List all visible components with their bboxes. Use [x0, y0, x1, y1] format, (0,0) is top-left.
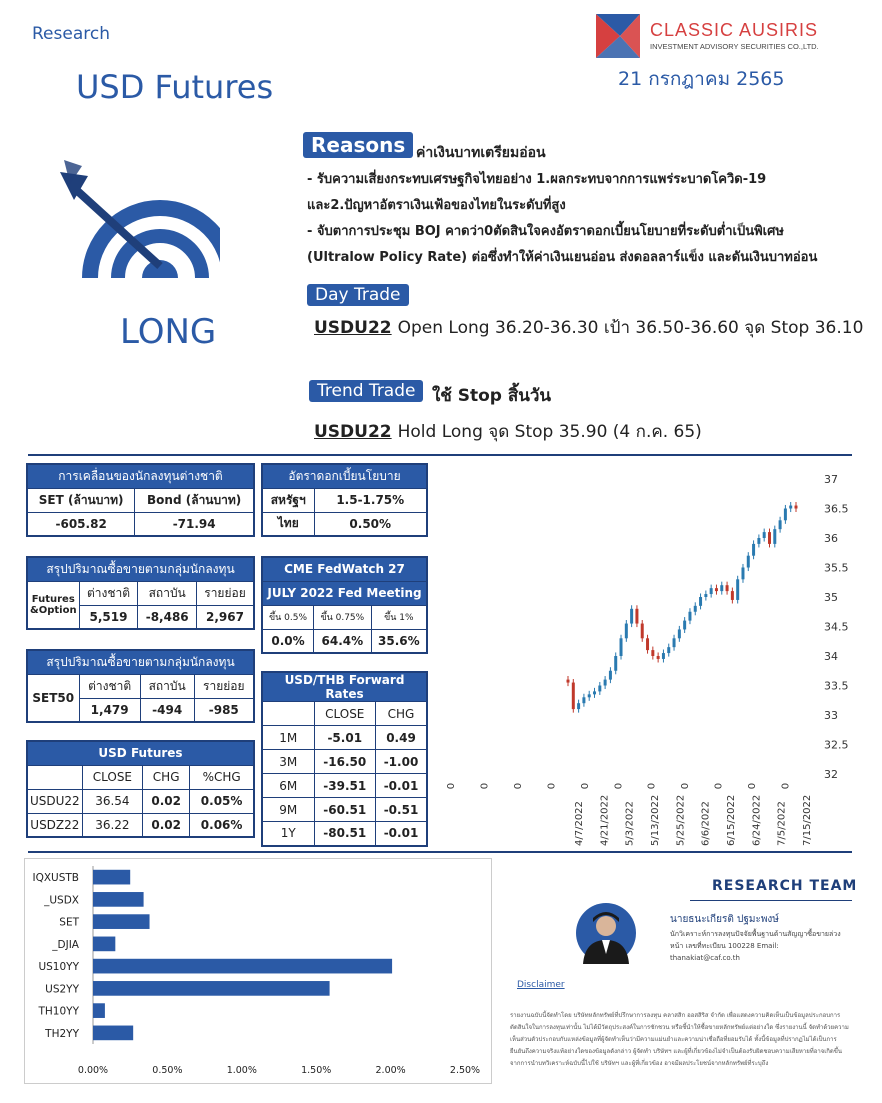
usd-candlestick-chart [432, 466, 852, 850]
bar [93, 981, 330, 996]
column-header: CHG [143, 765, 190, 789]
candle-body [789, 506, 792, 509]
table-cell: 5,519 [79, 605, 138, 629]
table-title: USD Futures [27, 741, 254, 765]
table-cell: -80.51 [314, 822, 376, 846]
candle-body [625, 624, 628, 639]
table-cell: USDZ22 [27, 813, 82, 837]
table-cell: -0.01 [376, 774, 427, 798]
table-cell: -605.82 [27, 512, 135, 536]
x-tick-label: 0 [579, 782, 591, 790]
category-label: _USDX [44, 894, 79, 907]
candle-body [699, 597, 702, 606]
table-cell: -494 [140, 698, 194, 722]
table-cell: 0.49 [376, 726, 427, 750]
company-name: CLASSIC AUSIRIS [650, 20, 819, 40]
candle-body [657, 656, 660, 659]
table-cell: 0.06% [190, 813, 254, 837]
table-cell: 2,967 [197, 605, 255, 629]
table-cell: 0.02 [143, 813, 190, 837]
category-label: SET [59, 916, 79, 929]
y-tick-label: 36.5 [824, 502, 849, 516]
candle-body [614, 656, 617, 671]
x-date-label: 5/13/2022 [650, 794, 661, 846]
table-cell: 6M [262, 774, 314, 798]
candle-body [795, 506, 798, 509]
x-tick-label: 0 [646, 782, 658, 790]
x-tick-label: 0 [512, 782, 524, 790]
table-title: การเคลื่อนของนักลงทุนต่างชาติ [27, 464, 254, 488]
table-cell: -60.51 [314, 798, 376, 822]
disclaimer-link[interactable]: Disclaimer [517, 980, 565, 990]
x-tick-label: 0 [747, 782, 759, 790]
candle-body [667, 647, 670, 653]
day-trade-text: Open Long 36.20-36.30 เป้า 36.50-36.60 จุด Stop 36.10 [397, 318, 864, 338]
table-cell: -1.00 [376, 750, 427, 774]
policy-rate-table [261, 463, 428, 537]
research-team-title: RESEARCH TEAM [712, 878, 858, 894]
analyst-name: นายธนะเกียรติ ปฐมะพงษ์ [670, 914, 779, 925]
table-title: USD/THB Forward Rates [262, 672, 427, 702]
table-cell: -5.01 [314, 726, 376, 750]
table-cell: USDU22 [27, 789, 82, 813]
table-title: สรุปปริมาณซื้อขายตามกลุ่มนักลงทุน [27, 650, 254, 674]
candle-body [620, 638, 623, 656]
x-tick-label: 0 [446, 782, 457, 790]
x-tick-label: 2.50% [449, 1065, 481, 1076]
reasons-title: ค่าเงินบาทเตรียมอ่อน [416, 145, 546, 161]
candle-body [651, 650, 654, 656]
table-cell: 1.5-1.75% [314, 488, 427, 512]
candle-body [673, 638, 676, 647]
candle-body [757, 538, 760, 544]
disclaimer-text: รายงานฉบับนี้จัดทำโดย บริษัทหลักทรัพย์ที่ปรึกษาการลงทุน คลาสสิก ออสสิริส จำกัด เพื่อแสดงความคิดเห็นเป็นข้อมูลประกอบการตัดสินใจในการลงทุนเท่านั้น ไม่ได้มีวัตถุประสงค์ในการชักชวน หรือชี้นำให้ซื้อขายหลักทรัพย์แต่อย่างใด ซึ่งรายงานนี้ จัดทำด้วยความเห็นส่วนตัวประกอบกับแหล่งข้อมูลที่ผู้จัดทำเห็นว่ามีความแม่นยำและความน่าเชื่อถือที่ยอมรับได้ ทั้งนี้ข้อมูลที่ปรากฏไม่ได้เป็นการยืนยันถึงความจริงแท้อย่างใดของข้อมูลดังกล่าว ผู้จัดทำ บริษัทฯ และผู้ที่เกี่ยวข้องไม่จำเป็นต้องรับผิดชอบความเสียหายที่อาจเกิดขึ้นจากการนำบทวิเคราะห์ฉบับนี้ไปใช้ บริษัทฯ และผู้ที่เกี่ยวข้อง อาจมีผลประโยชน์จากหลักทรัพย์ที่ระบุถึง [510, 1012, 849, 1067]
table-cell: 1,479 [79, 698, 140, 722]
table-cell: 0.0% [262, 629, 313, 653]
table-cell: 64.4% [313, 629, 371, 653]
column-header: CHG [376, 702, 427, 726]
divider [28, 851, 852, 853]
y-tick-label: 34.5 [824, 620, 849, 634]
candle-body [567, 680, 570, 683]
x-date-label: 6/15/2022 [726, 794, 737, 846]
divider [28, 454, 852, 456]
page-title: USD Futures [76, 68, 274, 106]
table-cell: 9M [262, 798, 314, 822]
candle-body [630, 609, 633, 624]
forward-rates-table [261, 671, 428, 847]
futures-flow-table [26, 556, 255, 630]
column-header-empty [262, 702, 314, 726]
table-cell: 1M [262, 726, 314, 750]
candle-body [784, 509, 787, 521]
y-tick-label: 36 [824, 532, 838, 545]
table-cell: 36.54 [82, 789, 142, 813]
x-tick-label: 0 [780, 782, 792, 790]
usd-futures-table [26, 740, 255, 838]
table-subtitle: JULY 2022 Fed Meeting [262, 581, 427, 605]
candle-body [593, 691, 596, 694]
company-subtitle: INVESTMENT ADVISORY SECURITIES CO.,LTD. [650, 42, 819, 51]
trend-trade-line [314, 418, 702, 445]
category-label: TH2YY [45, 1027, 79, 1040]
target-icon [60, 158, 220, 288]
candle-body [662, 653, 665, 659]
table-cell: -16.50 [314, 750, 376, 774]
yield-bar-chart [24, 858, 492, 1084]
column-header: ต่างชาติ [79, 674, 140, 698]
y-tick-label: 37 [824, 473, 838, 486]
table-cell: -985 [194, 698, 254, 722]
analyst-description: นักวิเคราะห์การลงทุนปัจจัยพื้นฐานด้านสัญญาซื้อขายล่วงหน้า เลขที่ทะเบียน 100228 Email: thanakiat@caf.co.th [670, 930, 841, 962]
candle-body [646, 638, 649, 650]
candle-body [577, 703, 580, 709]
x-date-label: 4/7/2022 [574, 801, 585, 846]
x-tick-label: 0 [479, 782, 491, 790]
row-label-line: Futures [31, 593, 75, 605]
category-label: US10YY [38, 961, 79, 974]
table-cell: 0.05% [190, 789, 254, 813]
table-cell: 0.02 [143, 789, 190, 813]
fedwatch-table [261, 556, 428, 654]
candle-body [683, 621, 686, 630]
candle-body [726, 585, 729, 591]
x-date-label: 5/3/2022 [624, 801, 636, 846]
set50-flow-table [26, 649, 255, 723]
table-cell: 0.50% [314, 512, 427, 536]
reasons-tag: Reasons [303, 132, 413, 158]
reason-line: - รับความเสี่ยงกระทบเศรษฐกิจไทยอย่าง 1.ผลกระทบจากการแพร่ระบาดโควิด-19 [307, 172, 767, 187]
candle-body [752, 544, 755, 556]
y-tick-label: 34 [824, 650, 838, 663]
table-cell: 35.6% [371, 629, 427, 653]
table-title: สรุปปริมาณซื้อขายตามกลุ่มนักลงทุน [27, 557, 254, 581]
position-label: LONG [120, 312, 217, 352]
x-date-label: 7/15/2022 [802, 794, 813, 846]
x-date-label: 4/21/2022 [599, 794, 611, 846]
row-label: SET50 [27, 674, 79, 722]
candle-body [588, 694, 591, 697]
x-tick-label: 0.00% [77, 1065, 109, 1076]
bar [93, 870, 130, 885]
trend-trade-note: ใช้ Stop สิ้นวัน [432, 386, 552, 406]
candle-body [747, 556, 750, 568]
candle-body [704, 594, 707, 597]
y-tick-label: 35 [824, 591, 838, 604]
bar [93, 892, 144, 907]
y-tick-label: 35.5 [824, 561, 849, 575]
x-tick-label: 2.00% [375, 1065, 406, 1076]
x-tick-label: 1.00% [226, 1065, 257, 1076]
column-header: สถาบัน [140, 674, 194, 698]
candle-body [598, 686, 601, 692]
candle-body [741, 568, 744, 580]
table-cell: -0.01 [376, 822, 427, 846]
bar [93, 1003, 105, 1018]
column-header: รายย่อย [197, 581, 255, 605]
candle-body [604, 680, 607, 686]
candle-body [694, 606, 697, 612]
candle-body [720, 585, 723, 591]
x-tick-label: 0 [546, 782, 558, 790]
column-header: ขึ้น 1% [371, 605, 427, 629]
trend-trade-tag: Trend Trade [309, 380, 423, 402]
table-cell: ไทย [262, 512, 314, 536]
x-date-label: 7/5/2022 [776, 801, 788, 846]
candle-body [763, 532, 766, 538]
x-tick-label: 1.50% [301, 1065, 332, 1076]
y-tick-label: 32 [824, 768, 838, 781]
category-label: IQXUSTB [32, 872, 79, 885]
column-header: ต่างชาติ [79, 581, 138, 605]
candle-body [609, 671, 612, 680]
row-label [27, 581, 79, 629]
column-header-empty [27, 765, 82, 789]
day-trade-symbol: USDU22 [314, 318, 392, 338]
column-header: ขึ้น 0.5% [262, 605, 313, 629]
x-tick-label: 0 [680, 782, 692, 790]
table-cell: -0.51 [376, 798, 427, 822]
candle-body [582, 697, 585, 703]
trend-trade-symbol: USDU22 [314, 422, 392, 442]
column-header: CLOSE [314, 702, 376, 726]
column-header: CLOSE [82, 765, 142, 789]
day-trade-line [314, 314, 863, 341]
table-title: อัตราดอกเบี้ยนโยบาย [262, 464, 427, 488]
table-cell: 1Y [262, 822, 314, 846]
candle-body [641, 624, 644, 639]
category-label: _DJIA [52, 938, 79, 951]
table-cell: -39.51 [314, 774, 376, 798]
company-logo [596, 12, 644, 60]
bar [93, 914, 150, 929]
bar [93, 1026, 133, 1041]
candle-body [635, 609, 638, 624]
candle-body [731, 591, 734, 600]
y-tick-label: 32.5 [824, 738, 849, 752]
table-cell: สหรัฐฯ [262, 488, 314, 512]
x-tick-label: 0 [613, 782, 625, 790]
row-label-line: &Option [30, 604, 77, 616]
column-header: ขึ้น 0.75% [313, 605, 371, 629]
x-date-label: 5/25/2022 [675, 794, 687, 846]
column-header: รายย่อย [194, 674, 254, 698]
day-trade-tag: Day Trade [307, 284, 409, 306]
x-date-label: 6/6/2022 [700, 801, 712, 846]
column-header: Bond (ล้านบาท) [135, 488, 254, 512]
reason-line: (Ultralow Policy Rate) ต่อซึ่งทำให้ค่าเงินเยนอ่อน ส่งดอลลาร์แข็ง และดันเงินบาทอ่อน [307, 250, 818, 265]
table-title: CME FedWatch 27 [262, 557, 427, 581]
x-tick-label: 0 [713, 782, 725, 790]
table-cell: 36.22 [82, 813, 142, 837]
analyst-avatar [575, 902, 637, 964]
column-header: SET (ล้านบาท) [27, 488, 135, 512]
column-header: สถาบัน [138, 581, 197, 605]
bar [93, 937, 115, 952]
candle-body [779, 520, 782, 529]
category-label: US2YY [45, 983, 79, 996]
reason-line: - จับตาการประชุม BOJ คาดว่า0ตัดสินใจคงอัตราดอกเบี้ยนโยบายที่ระดับต่ำเป็นพิเศษ [307, 224, 784, 239]
candle-body [572, 683, 575, 710]
section-label: Research [32, 24, 110, 44]
y-tick-label: 33.5 [824, 679, 849, 693]
candle-body [768, 532, 771, 544]
candle-body [678, 629, 681, 638]
trend-trade-text: Hold Long จุด Stop 35.90 (4 ก.ค. 65) [397, 422, 702, 442]
reason-line: และ2.ปัญหาอัตราเงินเฟ้อของไทยในระดับที่สูง [307, 198, 566, 213]
report-date: 21 กรกฎาคม 2565 [618, 68, 785, 90]
foreign-flow-table [26, 463, 255, 537]
candle-body [736, 579, 739, 600]
table-cell: -71.94 [135, 512, 254, 536]
y-tick-label: 33 [824, 709, 838, 722]
candle-body [710, 588, 713, 594]
table-cell: 3M [262, 750, 314, 774]
column-header: %CHG [190, 765, 254, 789]
candle-body [688, 612, 691, 621]
table-cell: -8,486 [138, 605, 197, 629]
category-label: TH10YY [38, 1005, 79, 1018]
candle-body [773, 529, 776, 544]
divider [690, 900, 852, 901]
x-tick-label: 0.50% [152, 1065, 183, 1076]
candle-body [715, 588, 718, 591]
x-date-label: 6/24/2022 [751, 794, 763, 846]
bar [93, 959, 392, 974]
